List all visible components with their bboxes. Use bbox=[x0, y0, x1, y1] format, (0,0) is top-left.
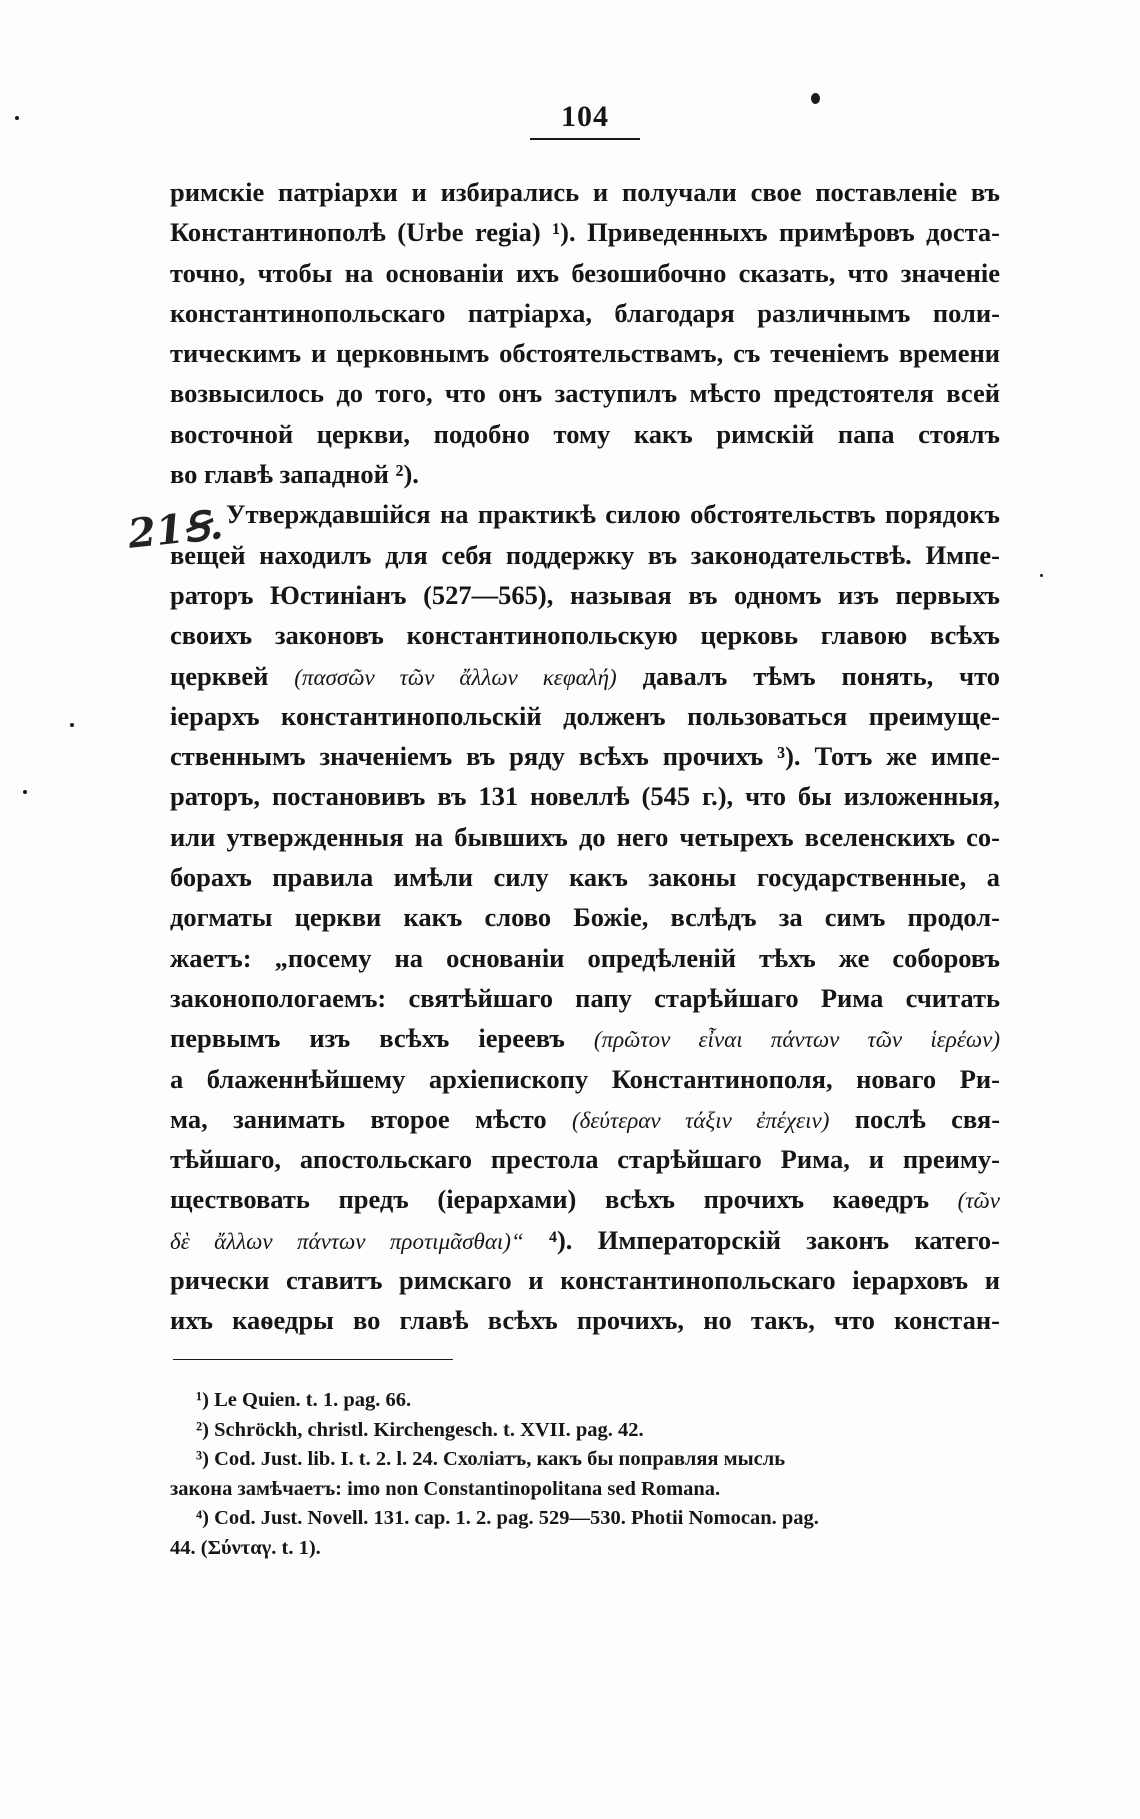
text-line bbox=[170, 1018, 1000, 1058]
text-line: точно, чтобы на основаніи ихъ безошибочно сказать, что значеніе bbox=[170, 257, 1000, 288]
speck-dot bbox=[70, 723, 74, 727]
speck-dot bbox=[23, 790, 27, 794]
page-number: 104 bbox=[530, 100, 640, 140]
text-line bbox=[170, 1220, 1000, 1260]
text-line: римскіе патріархи и избирались и получали свое поставленіе въ bbox=[170, 177, 1000, 207]
text-line: своихъ законовъ константинопольскую церковь главою всѣхъ bbox=[170, 620, 1000, 651]
text-segment: послѣ свя- bbox=[854, 1103, 1000, 1134]
footnote: ²) Schröckh, christl. Kirchengesch. t. XVII. pag. 42. bbox=[196, 1418, 644, 1441]
greek-phrase: (πασσῶν τῶν ἄλλων κεφαλή) bbox=[294, 664, 617, 690]
text-line: раторъ, постановивъ въ 131 новеллѣ (545 г.), что бы изложенныя, bbox=[170, 781, 1000, 812]
text-line: тическимъ и церковнымъ обстоятельствамъ, съ теченіемъ времени bbox=[170, 338, 1000, 369]
text-line: жаетъ: „посему на основаніи опредѣленій тѣхъ же соборовъ bbox=[170, 942, 1000, 973]
greek-phrase: (τῶν bbox=[957, 1188, 1000, 1214]
text-segment: церквей bbox=[170, 660, 269, 691]
handwritten-margin-note: 21Ꞩ. bbox=[125, 501, 226, 558]
text-line: Константинополѣ (Urbe regia) ¹). Приведенныхъ примѣровъ доста- bbox=[170, 217, 1000, 248]
text-line: догматы церкви какъ слово Божіе, вслѣдъ за симъ продол- bbox=[170, 902, 1000, 933]
text-line: возвысилось до того, что онъ заступилъ мѣсто предстоятеля всей bbox=[170, 378, 1000, 409]
text-segment: ма, занимать второе мѣсто bbox=[170, 1103, 547, 1134]
footnote: ⁴) Cod. Just. Novell. 131. cap. 1. 2. pag. 529—530. Photii Nomocan. pag. bbox=[196, 1507, 819, 1529]
greek-phrase: (πρῶτον εἶναι πάντων τῶν ἱερέων) bbox=[593, 1027, 1000, 1053]
speck-dot bbox=[15, 116, 19, 120]
text-line bbox=[170, 1179, 1000, 1219]
text-line: тѣйшаго, апостольскаго престола старѣйшаго Рима, и преиму- bbox=[170, 1144, 1000, 1175]
footnotes bbox=[170, 1386, 996, 1563]
greek-phrase: (δεύτεραν τάξιν ἐπέχειν) bbox=[572, 1107, 830, 1133]
text-segment: ществовать предъ (іерархами) всѣхъ прочихъ каѳедръ bbox=[170, 1184, 930, 1215]
text-line: вещей находилъ для себя поддержку въ законодательствѣ. Импе- bbox=[170, 539, 1000, 570]
text-line: Утверждавшійся на практикѣ силою обстоятельствъ порядокъ bbox=[226, 499, 1000, 530]
text-line: борахъ правила имѣли силу какъ законы государственные, а bbox=[170, 862, 1000, 893]
footnote-divider bbox=[173, 1359, 453, 1360]
text-line: рически ставитъ римскаго и константинопольскаго іерарховъ и bbox=[170, 1265, 1000, 1296]
text-segment: первымъ изъ всѣхъ іереевъ bbox=[170, 1023, 565, 1054]
speck-dot bbox=[811, 93, 820, 104]
text-line bbox=[170, 656, 1000, 696]
footnote: ³) Cod. Just. lib. I. t. 2. l. 24. Схоліатъ, какъ бы поправляя мысль bbox=[196, 1448, 786, 1470]
footnote-continuation: 44. (Σύνταγ. t. 1). bbox=[170, 1536, 321, 1559]
footnote: ¹) Le Quien. t. 1. pag. 66. bbox=[196, 1389, 412, 1411]
text-line: іерархъ константинопольскій долженъ пользоваться преимуще- bbox=[170, 700, 1000, 731]
text-line: восточной церкви, подобно тому какъ римскій папа стоялъ bbox=[170, 418, 1000, 449]
text-segment: ⁴). Императорскій законъ катего- bbox=[549, 1224, 1000, 1255]
text-line: раторъ Юстиніанъ (527—565), называя въ одномъ изъ первыхъ bbox=[170, 579, 1000, 610]
text-segment: давалъ тѣмъ понять, что bbox=[642, 660, 1000, 691]
speck-dot bbox=[1040, 574, 1043, 577]
text-line: или утвержденныя на бывшихъ до него четырехъ вселенскихъ со- bbox=[170, 821, 1000, 852]
text-line: а блаженнѣйшему архіепископу Константинополя, новаго Ри- bbox=[170, 1063, 1000, 1094]
greek-phrase: δὲ ἄλλων πάντων προτιμᾶσθαι)“ bbox=[170, 1228, 524, 1254]
text-line: ственнымъ значеніемъ въ ряду всѣхъ прочихъ ³). Тотъ же импе- bbox=[170, 741, 1000, 772]
text-line: ихъ каѳедры во главѣ всѣхъ прочихъ, но такъ, что констан- bbox=[170, 1305, 1000, 1336]
text-line: во главѣ западной ²). bbox=[170, 459, 419, 490]
footnote-continuation: закона замѣчаетъ: imo non Constantinopolitana sed Romana. bbox=[170, 1477, 721, 1500]
text-line: законопологаемъ: святѣйшаго папу старѣйшаго Рима считать bbox=[170, 982, 1000, 1013]
body-text bbox=[170, 172, 1000, 1341]
text-line: константинопольскаго патріарха, благодаря различнымъ поли- bbox=[170, 297, 1000, 328]
text-line bbox=[170, 1099, 1000, 1139]
